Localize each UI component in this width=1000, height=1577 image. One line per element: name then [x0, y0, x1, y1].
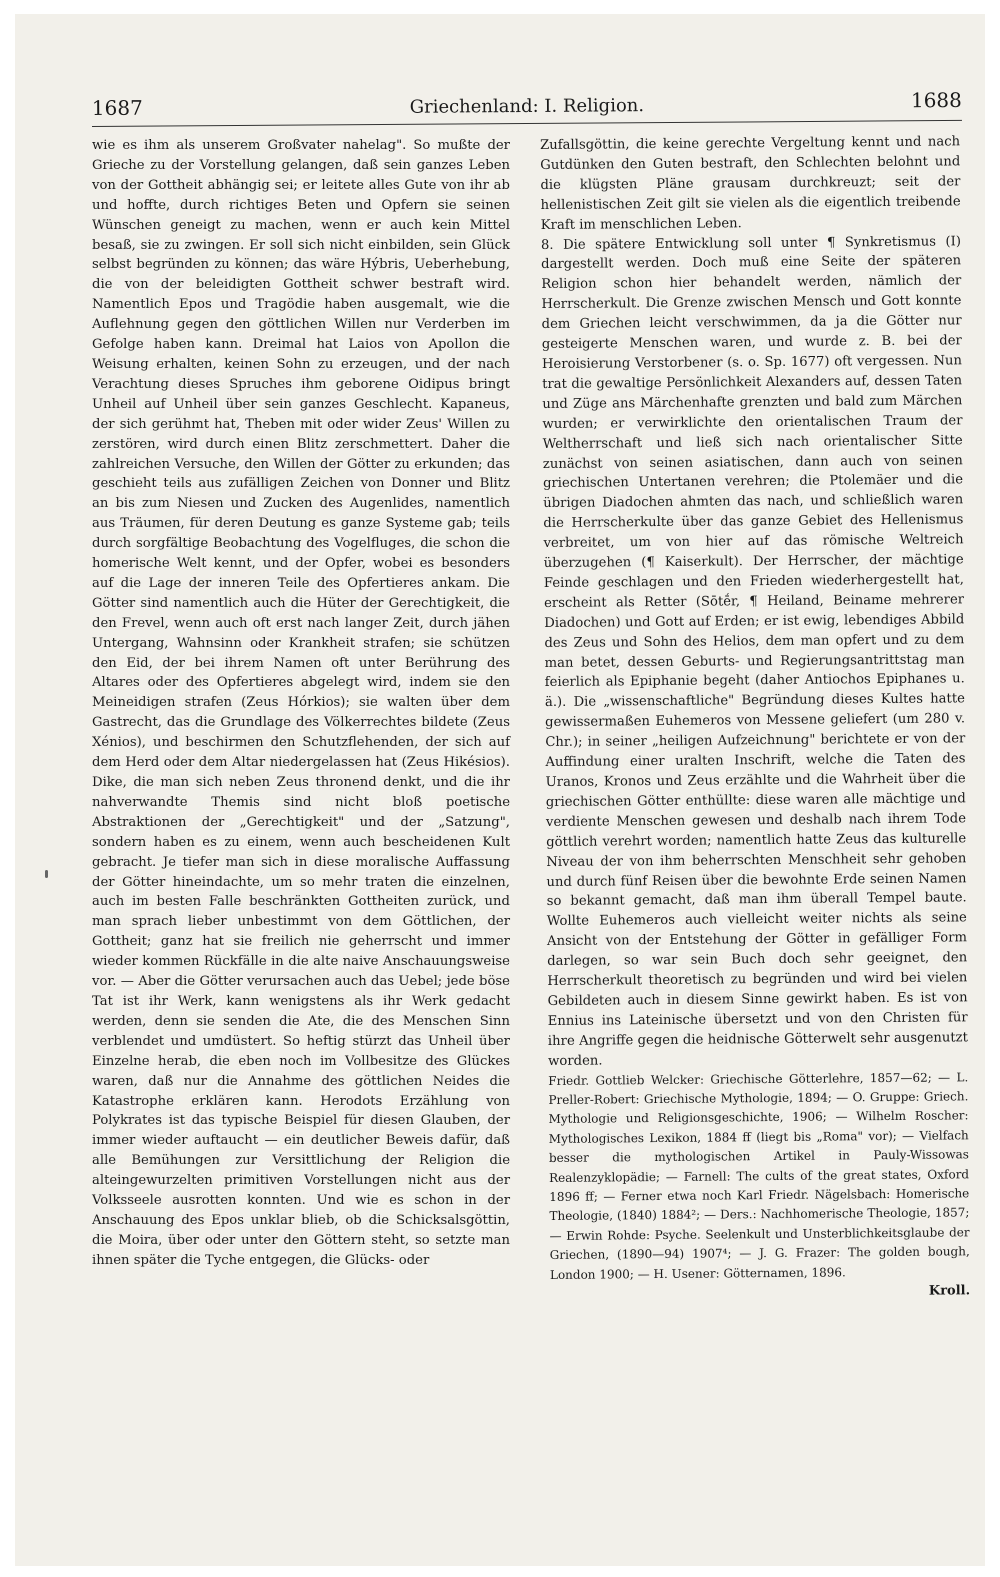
bibliography: Friedr. Gottlieb Welcker: Griechische Götterlehre, 1857—62; — L. Preller-Robert: Griechische Mythologie, 1894; — O. Gruppe: Griech. Mythologie und Religionsgeschichte, 1906; — Wilhelm Roscher: Mythologisches Lexikon, 1884 ff (liegt bis „Roma" vor); — Vielfach besser die mythologischen Artikel in Pauly-Wissowas Realenzyklopädie; — Farnell: The cults of the great states, Oxford 1896 ff; — Ferner etwa noch Karl Friedr. Nägelsbach: Homerische Theologie, (1840) 1884²; — Ders.: Nachhomerische Theologie, 1857; — Erwin Rohde: Psyche. Seelenkult und Unsterblichkeitsglaube der Griechen, (1890—94) 1907⁴; — J. G. Frazer: The golden bough, London 1900; — H. Usener: Götternamen, 1896. [548, 1069, 970, 1282]
right-column-text-1: Zufallsgöttin, die keine gerechte Vergeltung kennt und nach Gutdünken den Guten bestraft, den Schlechten belohnt und die klügsten Pläne grausam durchkreuzt; seit der hellenistischen Zeit gilt sie vielen als die eigentlich treibende Kraft im menschlichen Leben. [540, 134, 961, 233]
running-header [92, 80, 962, 127]
page-number-right: 1688 [910, 87, 962, 113]
left-column-text: wie es ihm als unserem Großvater nahelag". So mußte der Grieche zu der Vorstellung gelangen, daß sein ganzes Leben von der Gottheit abhängig sei; er leitete alles Gute von ihr ab und hoffte, durch richtiges Beten und Opfern sie seinen Wünschen geneigt zu machen, wenn er auch kein Mittel besaß, sie zu zwingen. Er soll sich nicht einbilden, sein Glück selbst begründen zu können; das wäre Hýbris, Ueberhebung, die von der beleidigten Gottheit schwer bestraft wird. Namentlich Epos und Tragödie haben ausgemalt, wie die Auflehnung gegen den göttlichen Willen nur Verderben im Gefolge haben kann. Dreimal hat Laios von Apollon die Weisung erhalten, keinen Sohn zu erzeugen, und der nach Verachtung dieses Spruches ihm geborene Oidipus bringt Unheil auf Unheil über sein ganzes Geschlecht. Kapaneus, der sich gerühmt hat, Theben mit oder wider Zeus' Willen zu zerstören, wird durch einen Blitz zerschmettert. Daher die zahlreichen Versuche, den Willen der Götter zu erkunden; das geschieht teils aus zufälligen Zeichen von Donner und Blitz an bis zum Niesen und Zucken des Augenlides, namentlich aus Träumen, für deren Deutung es ganze Systeme gab; teils durch sorgfältige Beobachtung des Vogelfluges, die schon die homerische Welt kennt, und der Opfer, wobei es besonders auf die Lage der inneren Teile des Opfertieres ankam. Die Götter sind namentlich auch die Hüter der Gerechtigkeit, die den Frevel, wenn auch oft erst nach langer Zeit, durch jähen Untergang, Wahnsinn oder Krankheit strafen; sie schützen den Eid, der bei ihrem Namen oft unter Berührung des Altares oder des Opfertieres abgelegt wird, indem sie den Meineidigen strafen (Zeus Hórkios); sie walten über dem Gastrecht, das die Grundlage des Völkerrechtes bildete (Zeus Xénios), und beschirmen den Schutzflehenden, der sich auf dem Herd oder dem Altar niedergelassen hat (Zeus Hikésios). Dike, die man sich neben Zeus thronend denkt, und die ihr nahverwandte Themis sind nicht bloß poetische Abstraktionen der „Gerechtigkeit" und der „Satzung", sondern haben es zu einem, wenn auch bescheidenen Kult gebracht. Je tiefer man sich in diese moralische Auffassung der Götter hineindachte, um so mehr traten die einzelnen, auch im besten Falle beschränkten Gottheiten zurück, und man sprach lieber unbestimmt von dem Göttlichen, der Gottheit; ganz hat sie freilich nie geherrscht und immer wieder kommen Rückfälle in die alte naive Anschauungsweise vor. — Aber die Götter verursachen auch das Uebel; jede böse Tat ist ihr Werk, kann wenigstens als ihr Werk gedacht werden, denn sie senden die Ate, die des Menschen Sinn verblendet und umdüstert. So heftig stürzt das Unheil über Einzelne herab, die eben noch im Vollbesitze des Glückes waren, daß nur die Annahme des göttlichen Neides die Katastrophe erklären kann. Herodots Erzählung von Polykrates ist das typische Beispiel für diesen Glauben, der immer wieder auftaucht — ein deutlicher Beweis dafür, daß alle Bemühungen zur Versittlichung der Religion die alteingewurzelten primitiven Vorstellungen nicht aus der Volksseele ausrotten konnten. Und wie es schon in der Anschauung des Epos unklar blieb, ob die Schicksalsgöttin, die Moira, über oder unter den Göttern steht, so setzte man ihnen später die Tyche entgegen, die Glücks- oder [92, 138, 510, 1268]
running-title: Griechenland: I. Religion. [409, 95, 645, 118]
right-column-text-2: 8. Die spätere Entwicklung soll unter ¶ Synkretismus (I) dargestellt werden. Doch muß eine Seite der späteren Religion schon hier behandelt werden, nämlich der Herrscherkult. Die Grenze zwischen Mensch und Gott konnte dem Griechen leicht verschwimmen, da ja die Götter nur gesteigerte Menschen waren, und wurde z. B. bei der Heroisierung Verstorbener (s. o. Sp. 1677) oft vergessen. Nun trat die gewaltige Persönlichkeit Alexanders auf, dessen Taten und Züge ans Märchenhafte grenzten und bald zum Märchen wurden; er verwirklichte den orientalischen Traum der Weltherrschaft und ließ sich nach orientalischer Sitte zunächst von seinen asiatischen, dann auch von seinen griechischen Untertanen verehren; die Ptolemäer und die übrigen Diadochen ahmten das nach, und schließlich waren die Herrscherkulte über das ganze Gebiet des Hellenismus verbreitet, um von hier auf das römische Weltreich überzugehen (¶ Kaiserkult). Der Herrscher, der mächtige Feinde geschlagen und den Frieden wiederhergestellt hat, erscheint als Retter (Sōtḗr, ¶ Heiland, Beiname mehrerer Diadochen) und Gott auf Erden; er ist ewig, lebendiges Abbild des Zeus und Sohn des Helios, dem man opfert und zu dem man betet, dessen Geburts- und Regierungsantrittstag man feierlich als Epiphanie begeht (daher Antiochos Epiphanes u. ä.). Die „wissenschaftliche" Begründung dieses Kultes hatte gewissermaßen Euhemeros von Messene geliefert (um 280 v. Chr.); in seiner „heiligen Aufzeichnung" berichtete er von der Auffindung einer uralten Inschrift, welche die Taten des Uranos, Kronos und Zeus erzählte und die Wahrheit über die griechischen Götter enthüllte: diese waren alle mächtige und verdiente Menschen gewesen und deshalb nach ihrem Tode göttlich verehrt worden; namentlich hatte Zeus das kulturelle Niveau der von ihm beherrschten Menschheit sehr gehoben und durch fünf Reisen über die bewohnte Erde seinen Namen so bekannt gemacht, daß man ihm überall Tempel baute. Wollte Euhemeros auch vielleicht weiter nichts als seine Ansicht von der Entstehung der Götter in gefälliger Form darlegen, so war sein Buch doch sehr geeignet, den Herrscherkult theoretisch zu begründen und wird bei vielen Gebildeten auch in diesem Sinne gewirkt haben. Es ist von Ennius ins Lateinische übersetzt und von den Christen für ihre Angriffe gegen die heidnische Götterwelt sehr ausgenutzt worden. [540, 233, 968, 1069]
page-number-left: 1687 [91, 95, 143, 121]
author-signature: Kroll. [928, 1283, 971, 1299]
ink-speck [45, 870, 48, 878]
left-column [92, 136, 510, 1271]
right-column [540, 132, 970, 1305]
document-page [91, 86, 971, 1299]
